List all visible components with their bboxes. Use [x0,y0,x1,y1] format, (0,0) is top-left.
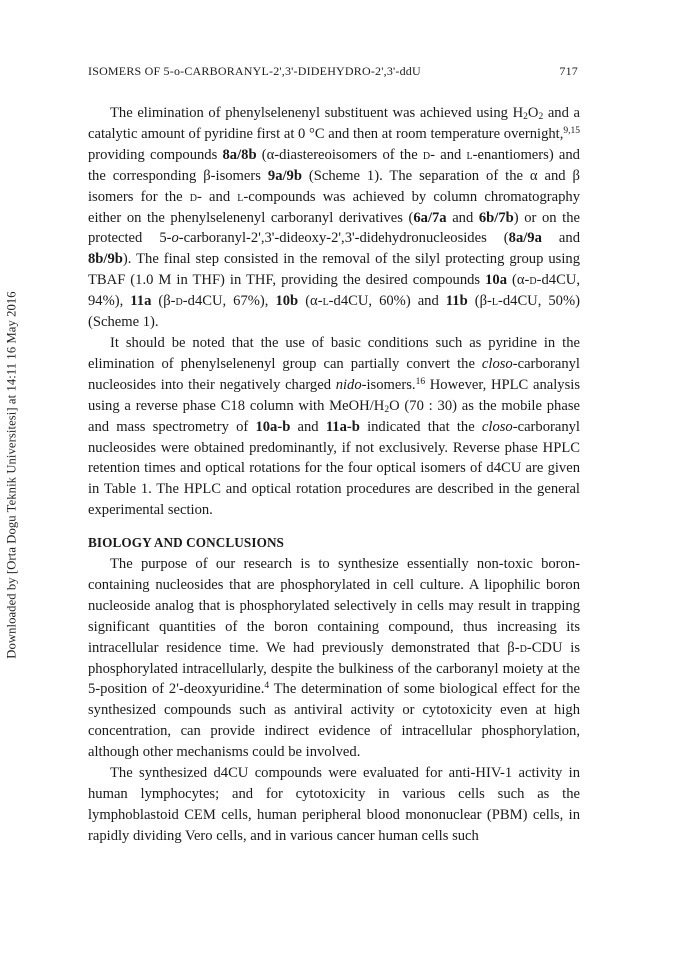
page-number: 717 [559,64,578,78]
paragraph-basic-conditions: It should be noted that the use of basic conditions such as pyridine in the elimination of phenylselenenyl group can partially convert the closo-carboranyl nucleosides into their negatively charged nido-isomers.$^{16}$ However, HPLC analysis using a reverse phase C18 column with MeOH/$H_2O$ (70 : 30) as the mobile phase and mass spectrometry of 10a-b and 11a-b indicated that the closo-carboranyl nucleosides were obtained predominantly, if not exclusively. Reverse phase HPLC retention times and optical rotations for the four optical isomers of d4CU are given in Table 1. The HPLC and optical rotation procedures are described in the general experimental section. [88,334,580,519]
paragraph-evaluation: The synthesized d4CU compounds were evaluated for anti-HIV-1 activity in human lymphocytes; and for cytotoxicity in various cells such as the lymphoblastoid CEM cells, human peripheral blood mononuclear (PBM) cells, in rapidly dividing Vero cells, and in various cancer human cells such [88,765,580,844]
body-text [88,103,580,847]
running-head [88,64,578,82]
section-heading: BIOLOGY AND CONCLUSIONS [88,535,284,551]
download-watermark [2,230,22,720]
download-watermark-text: Downloaded by [Orta Dogu Teknik Universitesi] at 14:11 16 May 2016 [4,291,19,659]
paragraph-purpose: The purpose of our research is to synthesize essentially non-toxic boron-containing nucleosides that are phosphorylated in cell culture. A lipophilic boron nucleoside analog that is phosphorylated selectively in cells may result in trapping significant quantities of the boron containing compound, thus increasing its intracellular residence time. We had previously demonstrated that β-d-CDU is phosphorylated intracellularly, despite the bulkiness of the carboranyl moiety at the 5-position of 2'-deoxyuridine.$^4$ The determination of some biological effect for the synthesized compounds such as antiviral activity or cytotoxicity even at high concentration, can provide indirect evidence of intracellular phosphorylation, although other mechanisms could be involved. [88,556,580,761]
running-head-title: ISOMERS OF 5-o-CARBORANYL-2',3'-DIDEHYDRO-2',3'-ddU [88,64,421,78]
paragraph-elimination: The elimination of phenylselenenyl substituent was achieved using $H_2O_2$ and a catalytic amount of pyridine first at 0 °C and then at room temperature overnight,$^{9,15}$ providing compounds 8a/8b (α-diastereoisomers of the d- and l-enantiomers) and the corresponding β-isomers 9a/9b (Scheme 1). The separation of the α and β isomers for the d- and l-compounds was achieved by column chromatography either on the phenylselenenyl carboranyl derivatives (6a/7a and 6b/7b) or on the protected 5-o-carboranyl-2',3'-dideoxy-2',3'-didehydronucleosides (8a/9a and 8b/9b). The final step consisted in the removal of the silyl protecting group using TBAF (1.0 M in THF) in THF, providing the desired compounds 10a (α-d-d4CU, 94%), 11a (β-d-d4CU, 67%), 10b (α-l-d4CU, 60%) and 11b (β-l-d4CU, 50%) (Scheme 1). [88,105,580,331]
